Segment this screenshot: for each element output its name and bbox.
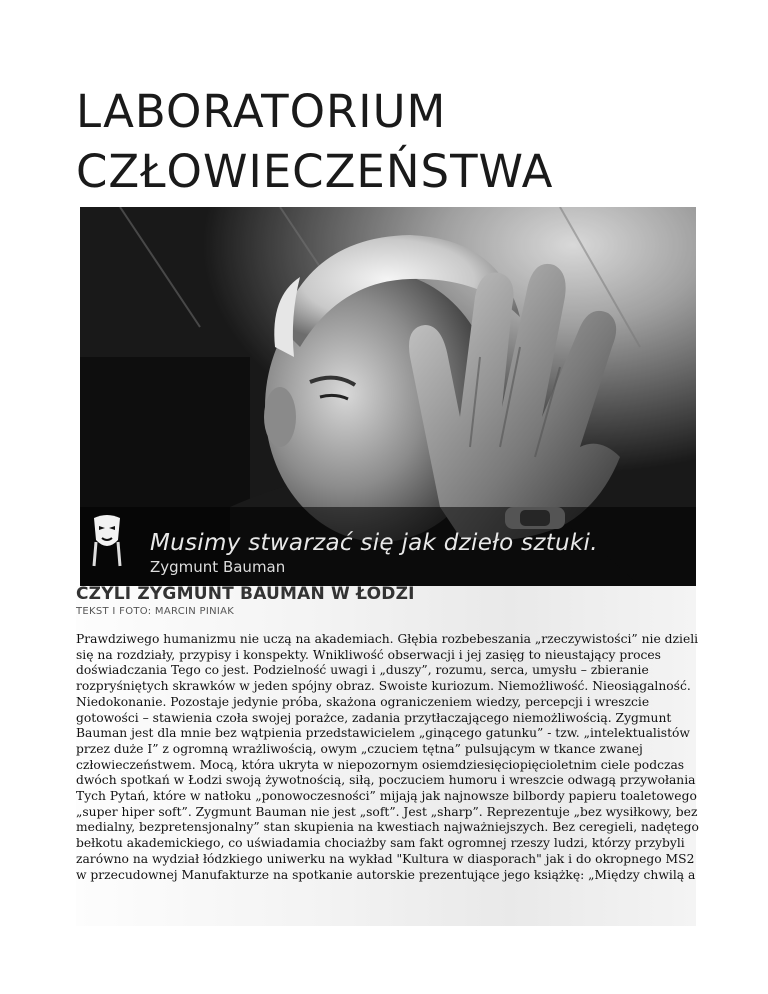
article-body: Prawdziwego humanizmu nie uczą na akademiach. Głębia rozbebeszania „rzeczywistości” nie dzieli się na rozdziały, przypisy i konspekty. Wnikliwość obserwacji i jej zasięg to nieustający proces doświadczania Tego co jest. Podzielność uwagi i „duszy”, rozumu, serca, umysłu – zbieranie rozpryśniętych skrawków w jeden spójny obraz. Swoiste kuriozum. Niemożliwość. Nieosiągalność. Niedokonanie. Pozostaje jedynie próba, skażona ograniczeniem wiedzy, percepcji i wreszcie gotowości – stawienia czoła swojej porażce, zadania przytłaczającego niemożliwością. Zygmunt Bauman jest dla mnie bez wątpienia przedstawicielem „ginącego gatunku” - tzw. „intelektualistów przez duże I” z ogromną wrażliwością, owym „czuciem tętna” pulsującym w tkance zwanej człowieczeństwem. Mocą, która ukryta w niepozornym osiemdziesięciopięcioletnim ciele podczas dwóch spotkań w Łodzi swoją żywotnością, siłą, poczuciem humoru i wreszcie odwagą przywołania Tych Pytań, które w natłoku „ponowoczesności” mijają jak najnowsze bilbordy papieru toaletowego „super hiper soft”. Zygmunt Bauman nie jest „soft”. Jest „sharp”. Reprezentuje „bez wysiłkowy, bez medialny, bezpretensjonalny” stan skupienia na kwestiach najważniejszych. Bez ceregieli, nadętego bełkotu akademickiego, co uświadamia chociażby sam fakt ogromnej rzeszy ludzi, którzy przybyli zarówno na wydział łódzkiego uniwerku na wykład "Kultura w diasporach" jak i do okropnego MS2 w przecudownej Manufakturze na spotkanie autorskie prezentujące jego książkę: „Między chwilą a	[76, 632, 699, 882]
photo-quote: Musimy stwarzać się jak dzieło sztuki.	[150, 530, 598, 556]
photo-quote-author: Zygmunt Bauman	[150, 558, 286, 576]
mask-logo-icon	[90, 512, 124, 572]
article-subtitle: CZYLI ZYGMUNT BAUMAN W ŁODZI	[76, 584, 415, 604]
article-byline: TEKST I FOTO: MARCIN PINIAK	[76, 606, 235, 617]
title-line-1: LABORATORIUM	[76, 85, 447, 138]
article-title	[76, 82, 553, 202]
title-line-2: CZŁOWIECZEŃSTWA	[76, 145, 554, 198]
